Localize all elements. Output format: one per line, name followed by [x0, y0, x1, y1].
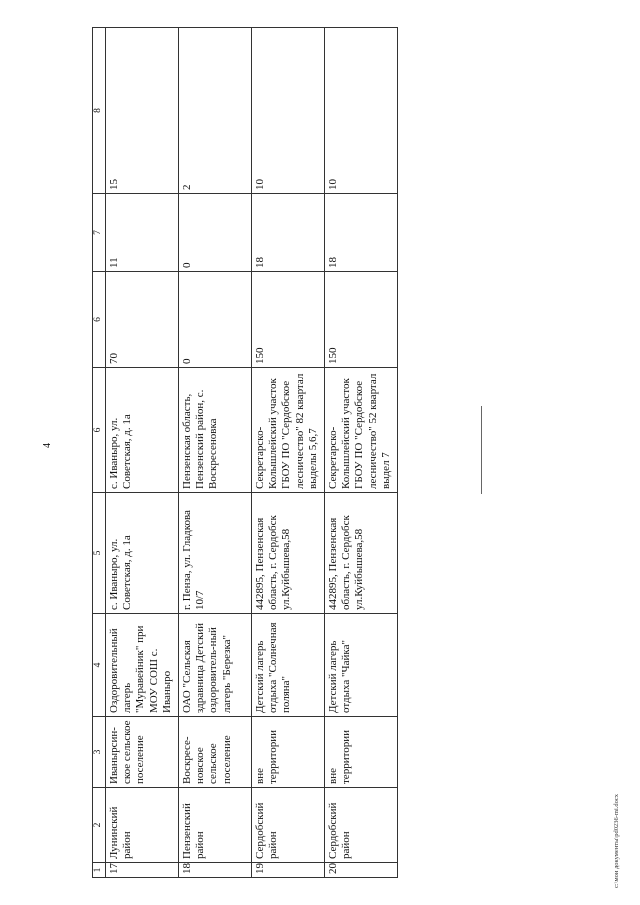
header-cell: 7	[93, 194, 106, 272]
table-row	[179, 28, 252, 878]
legal-address-cell: 442895, Пензенская область, г. Сердобск ул.Куйбышева,58	[252, 493, 325, 614]
header-cell: 1	[93, 863, 106, 878]
number-cell: 10	[252, 28, 325, 194]
district-cell: Сердобский район	[252, 788, 325, 863]
camp-name-cell: Оздоровительный лагерь "Муравейник" при МОУ СОШ с. Иваныро	[106, 614, 179, 717]
legal-address-cell: г. Пенза, ул. Гладкова 10/7	[179, 493, 252, 614]
header-cell: 8	[93, 28, 106, 194]
number-cell: 11	[106, 194, 179, 272]
footer-file-path: c:\мои документы\pd0236-mi.docx	[613, 793, 620, 888]
header-cell: 6	[93, 368, 106, 493]
rotated-table-container	[92, 28, 434, 878]
camps-table	[92, 27, 398, 878]
header-row	[93, 28, 106, 878]
header-cell: 4	[93, 614, 106, 717]
header-cell: 6	[93, 272, 106, 368]
camp-name-cell: Детский лагерь отдыха "Солнечная поляна"	[252, 614, 325, 717]
header-cell: 2	[93, 788, 106, 863]
header-cell: 3	[93, 717, 106, 788]
header-cell: 5	[93, 493, 106, 614]
district-cell: Сердобский район	[325, 788, 398, 863]
settlement-cell: Иванырсин-ское сельское поселение	[106, 717, 179, 788]
number-cell: 0	[179, 194, 252, 272]
table-row	[252, 28, 325, 878]
actual-address-cell: Секретарско-Колышлейский участок ГБОУ ПО "Сердобское лесничество" 52 квартал выдел 7	[325, 368, 398, 493]
actual-address-cell: Секретарско-Колышлейский участок ГБОУ ПО "Сердобское лесничество" 82 квартал выделы 5,6,7	[252, 368, 325, 493]
number-cell: 2	[179, 28, 252, 194]
horizontal-rule	[481, 406, 482, 494]
camp-name-cell: ОАО "Сельская здравница Детский оздоровитель-ный лагерь "Березка"	[179, 614, 252, 717]
number-cell: 150	[252, 272, 325, 368]
page-number: 4	[42, 443, 53, 448]
row-number-cell: 19	[252, 863, 325, 878]
number-cell: 18	[252, 194, 325, 272]
legal-address-cell: 442895, Пензенская область, г. Сердобск ул.Куйбышева,58	[325, 493, 398, 614]
district-cell: Лунинский район	[106, 788, 179, 863]
district-cell: Пензенский район	[179, 788, 252, 863]
row-number-cell: 18	[179, 863, 252, 878]
number-cell: 0	[179, 272, 252, 368]
actual-address-cell: Пензенская область, Пензенский район, с. Воскресеновка	[179, 368, 252, 493]
row-number-cell: 17	[106, 863, 179, 878]
table-row	[325, 28, 398, 878]
actual-address-cell: с. Иваныро, ул. Советская, д. 1а	[106, 368, 179, 493]
settlement-cell: вне территории	[325, 717, 398, 788]
camp-name-cell: Детский лагерь отдыха "Чайка"	[325, 614, 398, 717]
settlement-cell: вне территории	[252, 717, 325, 788]
number-cell: 18	[325, 194, 398, 272]
number-cell: 150	[325, 272, 398, 368]
row-number-cell: 20	[325, 863, 398, 878]
number-cell: 70	[106, 272, 179, 368]
table-row	[106, 28, 179, 878]
number-cell: 10	[325, 28, 398, 194]
settlement-cell: Воскресе-новское сельское поселение	[179, 717, 252, 788]
number-cell: 15	[106, 28, 179, 194]
legal-address-cell: с. Иваныро, ул. Советская, д. 1а	[106, 493, 179, 614]
